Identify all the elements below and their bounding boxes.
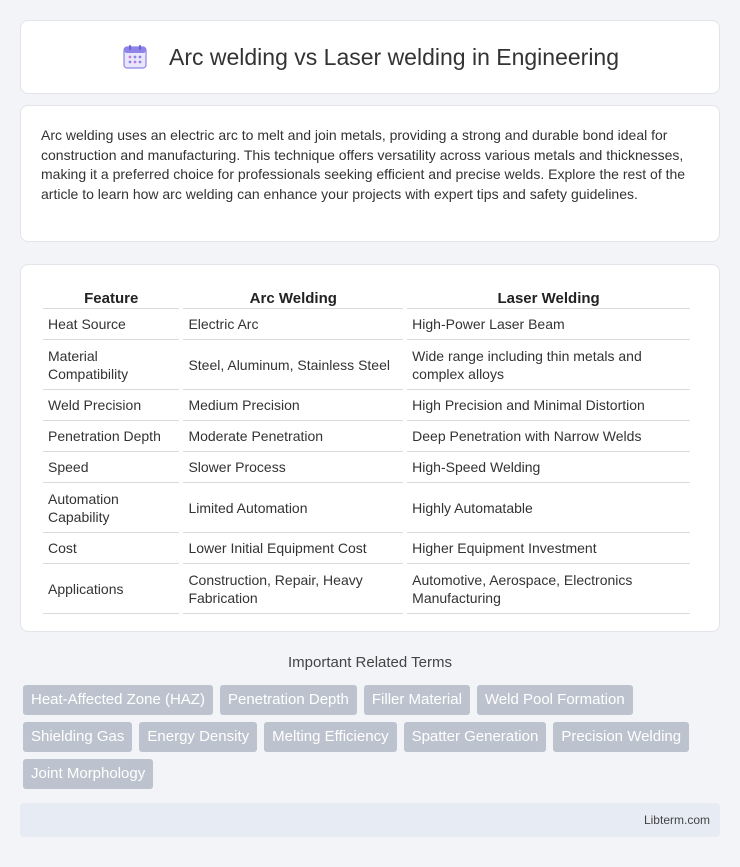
intro-card [20,105,720,242]
table-row [43,340,690,390]
comparison-table-card [20,264,720,632]
table-header-row [43,287,690,309]
tag-weld-pool-formation[interactable]: Weld Pool Formation [477,685,633,715]
feature-cell: Material Compatibility [43,340,179,390]
table-row [43,309,690,340]
feature-cell: Heat Source [43,309,179,340]
header-laser-welding: Laser Welding [407,287,690,309]
table-row [43,564,690,614]
arc-cell: Electric Arc [183,309,403,340]
footer [20,803,720,837]
tag-spatter-generation[interactable]: Spatter Generation [404,722,547,752]
tag-melting-efficiency[interactable]: Melting Efficiency [264,722,396,752]
arc-cell: Slower Process [183,452,403,483]
laser-cell: Higher Equipment Investment [407,533,690,564]
laser-cell: Automotive, Aerospace, Electronics Manufacturing [407,564,690,614]
laser-cell: High-Power Laser Beam [407,309,690,340]
table-row [43,483,690,533]
laser-cell: Deep Penetration with Narrow Welds [407,421,690,452]
tag-shielding-gas[interactable]: Shielding Gas [23,722,132,752]
table-row [43,390,690,421]
table-row [43,421,690,452]
feature-cell: Applications [43,564,179,614]
arc-cell: Medium Precision [183,390,403,421]
arc-cell: Construction, Repair, Heavy Fabrication [183,564,403,614]
laser-cell: Highly Automatable [407,483,690,533]
tag-penetration-depth[interactable]: Penetration Depth [220,685,357,715]
laser-cell: High Precision and Minimal Distortion [407,390,690,421]
header-feature: Feature [43,287,179,309]
intro-paragraph: Arc welding uses an electric arc to melt and join metals, providing a strong and durable bond ideal for construction and manufacturing. This technique offers versatility across various metals and thicknesses, making it a preferred choice for professionals seeking efficient and precise welds. Explore the rest of the article to learn how arc welding can enhance your projects with expert tips and safety guidelines. [41,127,686,202]
calendar-icon [121,43,149,71]
laser-cell: Wide range including thin metals and complex alloys [407,340,690,390]
tag-joint-morphology[interactable]: Joint Morphology [23,759,153,789]
header-arc-welding: Arc Welding [183,287,403,309]
table-row [43,452,690,483]
related-terms-tags [23,685,723,789]
arc-cell: Limited Automation [183,483,403,533]
arc-cell: Steel, Aluminum, Stainless Steel [183,340,403,390]
feature-cell: Weld Precision [43,390,179,421]
laser-cell: High-Speed Welding [407,452,690,483]
comparison-table [39,287,694,614]
arc-cell: Lower Initial Equipment Cost [183,533,403,564]
footer-brand-link[interactable]: Libterm.com [643,813,710,827]
feature-cell: Penetration Depth [43,421,179,452]
arc-cell: Moderate Penetration [183,421,403,452]
related-terms-title: Important Related Terms [288,654,452,671]
tag-precision-welding[interactable]: Precision Welding [553,722,689,752]
feature-cell: Automation Capability [43,483,179,533]
table-row [43,533,690,564]
page-title: Arc welding vs Laser welding in Engineering [168,43,620,70]
header-card [20,20,720,94]
tag-energy-density[interactable]: Energy Density [139,722,257,752]
tag-heat-affected-zone[interactable]: Heat-Affected Zone (HAZ) [23,685,213,715]
feature-cell: Speed [43,452,179,483]
tag-filler-material[interactable]: Filler Material [364,685,470,715]
feature-cell: Cost [43,533,179,564]
